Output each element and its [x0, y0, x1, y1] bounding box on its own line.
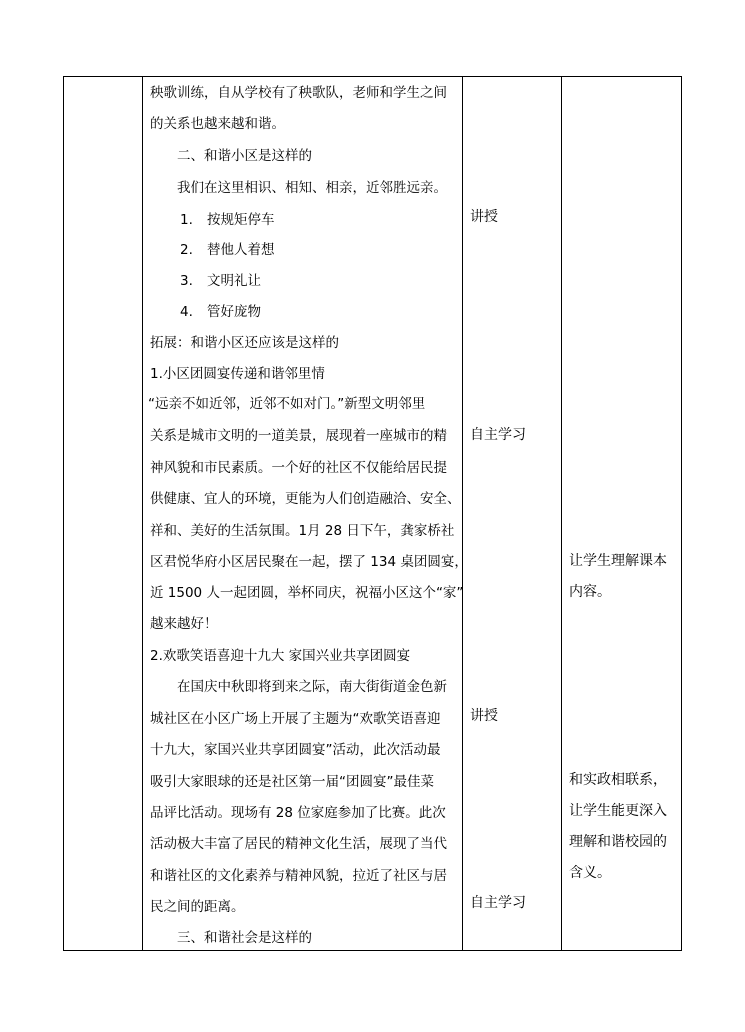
text-line: “远亲不如近邻，近邻不如对门。”新型文明邻里	[148, 396, 426, 412]
method-cell	[463, 77, 561, 950]
method-label: 自主学习	[470, 895, 526, 911]
text-line: 供健康、宜人的环境，更能为人们创造融洽、安全、	[150, 491, 461, 507]
method-label: 讲授	[470, 708, 498, 724]
text-line: 关系是城市文明的一道美景，展现着一座城市的精	[150, 428, 447, 444]
text-line: 十九大，家国兴业共享团圆宴”活动，此次活动最	[150, 742, 441, 758]
text-line: 城社区在小区广场上开展了主题为“欢歌笑语喜迎	[150, 711, 441, 727]
subheading: 1.小区团圆宴传递和谐邻里情	[150, 366, 325, 382]
section-heading: 三、和谐社会是这样的	[177, 930, 312, 946]
content-cell	[143, 77, 468, 950]
intent-cell	[562, 77, 681, 950]
text-line: 拓展：和谐小区还应该是这样的	[150, 335, 339, 351]
intent-line: 含义。	[569, 865, 611, 881]
text-line: 祥和、美好的生活氛围。1月 28 日下午，龚家桥社	[150, 523, 455, 539]
intent-line: 和实政相联系，	[569, 772, 667, 788]
text-line: 近 1500 人一起团圆，举杯同庆，祝福小区这个“家”	[150, 585, 464, 601]
list-item: 管好庞物	[207, 304, 261, 320]
method-label: 讲授	[470, 209, 498, 225]
text-line: 和谐社区的文化素养与精神风貌，拉近了社区与居	[150, 868, 447, 884]
intent-line: 让学生理解课本	[569, 553, 667, 569]
list-item: 文明礼让	[207, 273, 261, 289]
list-number: 3.	[180, 273, 193, 289]
intent-line: 理解和谐校园的	[569, 834, 667, 850]
list-item: 替他人着想	[207, 242, 275, 258]
text-line: 秧歌训练，自从学校有了秧歌队，老师和学生之间	[150, 85, 447, 101]
text-line: 神风貌和市民素质。一个好的社区不仅能给居民提	[150, 460, 447, 476]
list-number: 4.	[180, 304, 193, 320]
text-line: 吸引大家眼球的还是社区第一届“团圆宴”最佳菜	[150, 774, 434, 790]
intent-line: 让学生能更深入	[569, 803, 667, 819]
first-column-cell	[64, 77, 142, 950]
list-number: 2.	[180, 242, 193, 258]
subheading: 2.欢歌笑语喜迎十九大 家国兴业共享团圆宴	[150, 648, 411, 664]
method-label: 自主学习	[470, 427, 526, 443]
text-line: 活动极大丰富了居民的精神文化生活，展现了当代	[150, 836, 447, 852]
text-line: 的关系也越来越和谐。	[150, 116, 285, 132]
text-line: 我们在这里相识、相知、相亲，近邻胜远亲。	[177, 180, 447, 196]
text-line: 品评比活动。现场有 28 位家庭参加了比赛。此次	[150, 805, 446, 821]
text-line: 民之间的距离。	[150, 899, 245, 915]
text-line: 越来越好！	[150, 616, 218, 632]
lesson-table	[63, 76, 682, 951]
text-line: 区君悦华府小区居民聚在一起，摆了 134 桌团圆宴，	[150, 554, 468, 570]
list-number: 1.	[180, 212, 193, 228]
text-line: 在国庆中秋即将到来之际，南大街街道金色新	[177, 679, 447, 695]
intent-line: 内容。	[569, 584, 611, 600]
list-item: 按规矩停车	[207, 212, 275, 228]
section-heading: 二、和谐小区是这样的	[177, 148, 312, 164]
